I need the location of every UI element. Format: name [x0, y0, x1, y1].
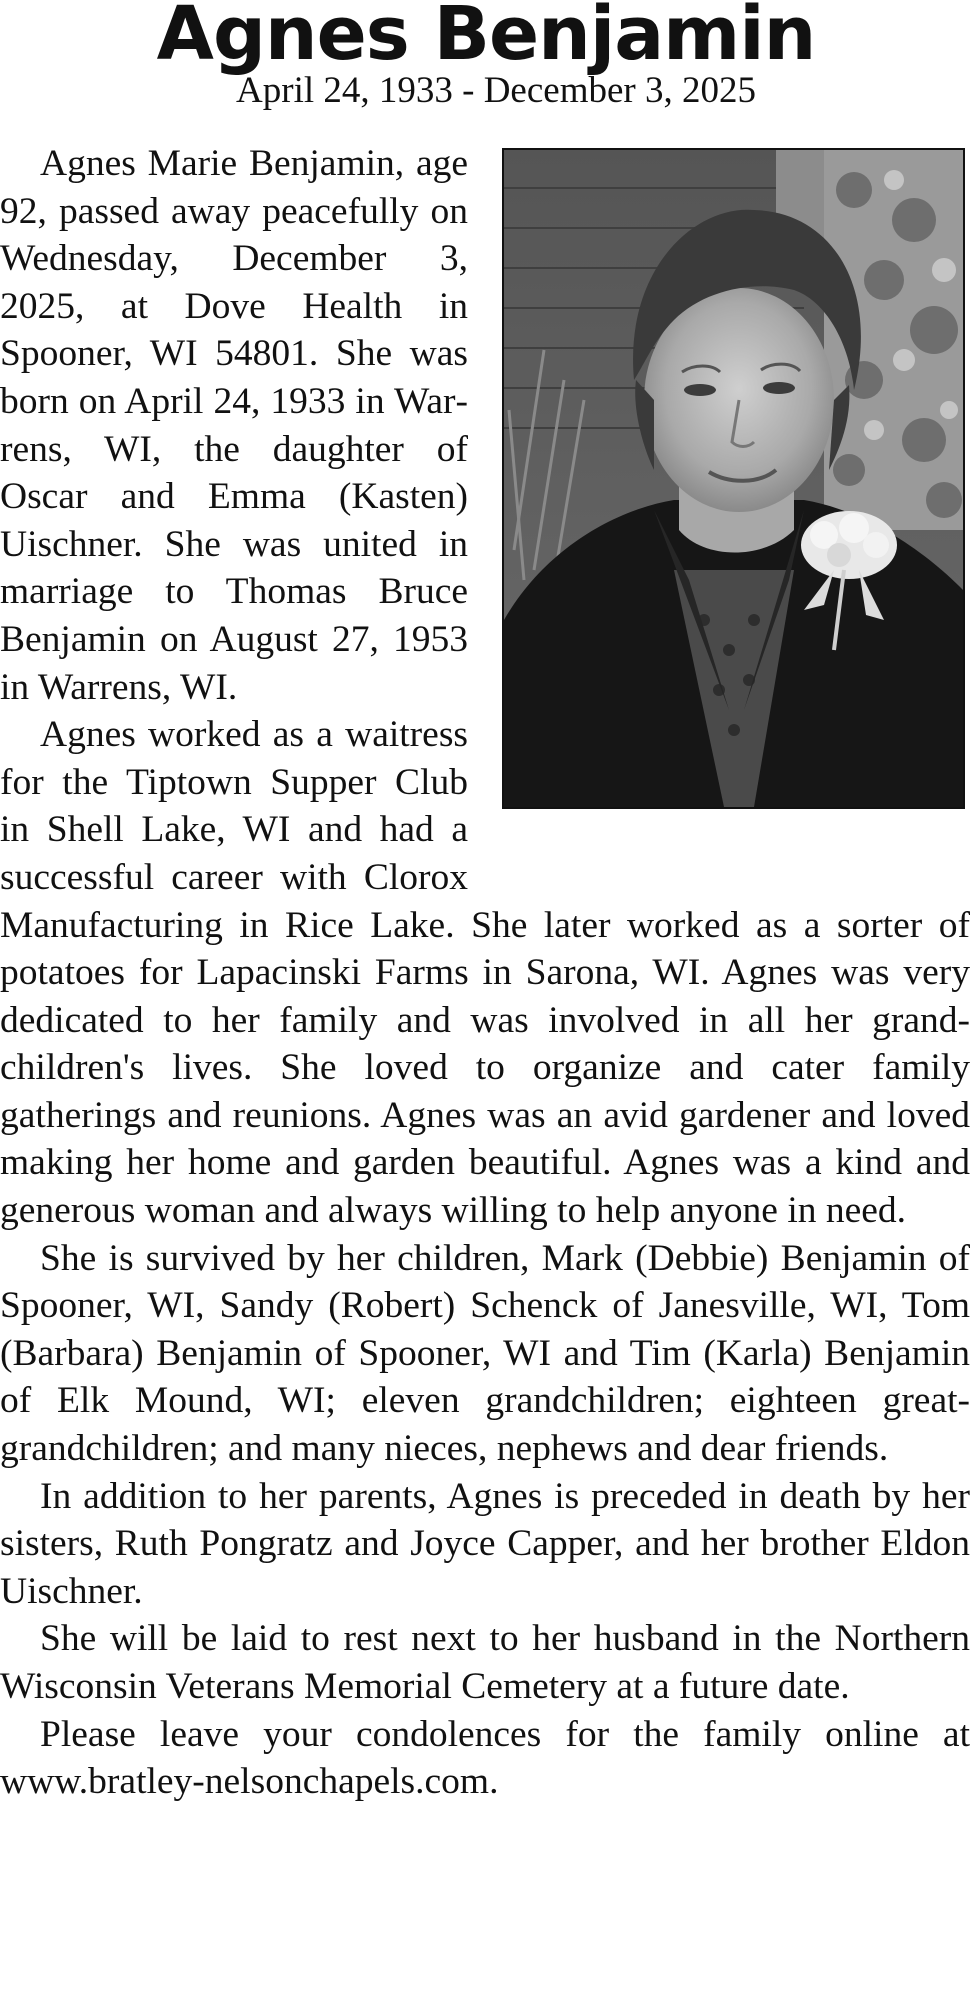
obituary-body [0, 140, 970, 1806]
paragraph-biography: Agnes Marie Benjamin, age 92, passed away peacefully on Wednesday, December 3, 2025, at Dove Health in Spooner, WI 54801. She was born on April 24, 1933 in Warrens, WI, the daughter of Oscar and Emma (Kasten) Uischner. She was united in marriage to Thomas Bruce Benjamin on August 27, 1953 in Warrens, WI. [0, 143, 468, 708]
paragraph-career: Agnes worked as a waitress for the Tiptown Supper Club in Shell Lake, WI and had a successful career with Clorox Manufacturing in Rice Lake. She later worked as a sorter of potatoes for Lapacinski Farms in Sarona, WI. Agnes was very dedicated to her family and was involved in all her grandchildren's lives. She loved to organize and cater family gatherings and reunions. Agnes was an avid gardener and loved making her home and garden beautiful. Agnes was a kind and generous woman and always willing to help anyone in need. [0, 714, 970, 1232]
paragraph-condolences: Please leave your condolences for the family online at www.bratley-nelsonchapels.com. [0, 1713, 970, 1803]
photo-wrap-spacer [468, 140, 970, 894]
obituary-name: Agnes Benjamin [156, 0, 816, 77]
paragraph-burial: She will be laid to rest next to her husband in the Northern Wisconsin Veterans Memorial Cemetery at a future date. [0, 1618, 970, 1707]
paragraph-preceded: In addition to her parents, Agnes is preceded in death by her sisters, Ruth Pongratz and Joyce Capper, and her brother Eldon Uischner. [0, 1475, 970, 1612]
paragraph-survivors: She is survived by her children, Mark (Debbie) Benjamin of Spooner, WI, Sandy (Robert) Schenck of Janesville, WI, Tom (Barbara) Benjamin of Spooner, WI and Tim (Karla) Benjamin of Elk Mound, WI; eleven grandchildren; eighteen great-grandchildren; and many nieces, nephews and dear friends. [0, 1237, 970, 1470]
obituary-dates: April 24, 1933 - December 3, 2025 [236, 70, 756, 111]
